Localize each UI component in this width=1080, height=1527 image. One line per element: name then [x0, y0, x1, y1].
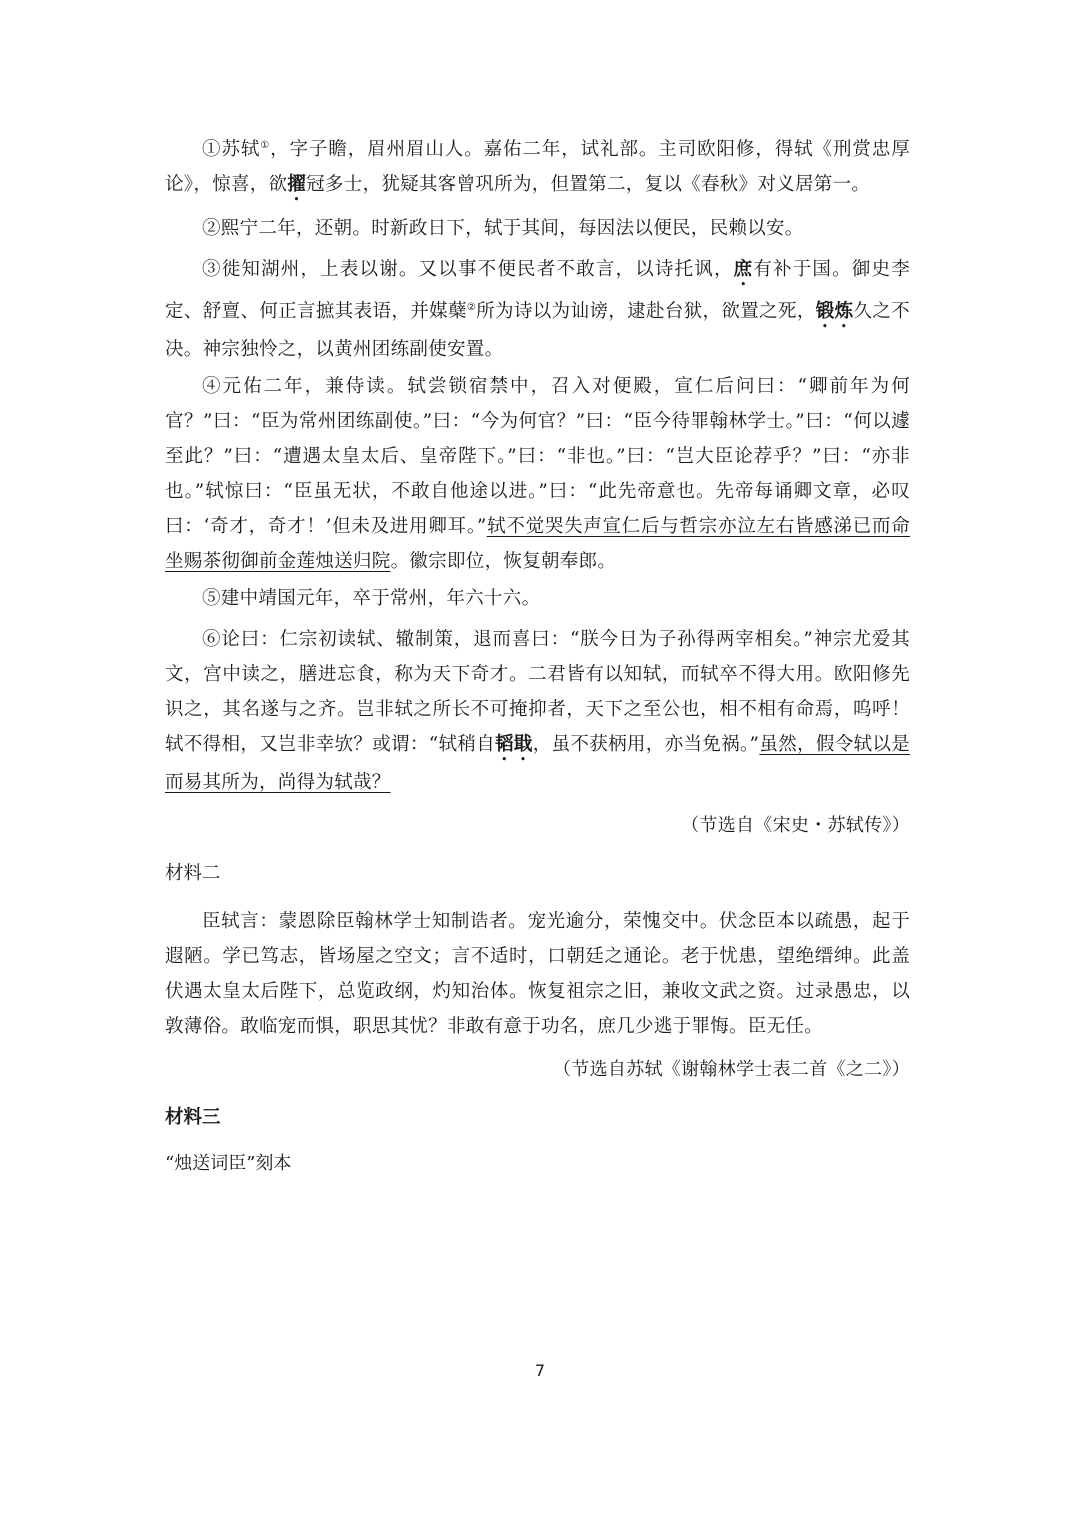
- p3-text-b: 有补于国。御史李定、舒亶、何正言摭其表语，并媒蘖: [165, 259, 910, 323]
- p6-text-a: ⑥论曰：仁宗初读轼、辙制策，退而喜曰：“朕今日为子孙得两宰相矣。”神宗尤爱其文，宫中读之，膳进忘食，称为天下奇才。二君皆有以知轼，而轼卒不得大用。欧阳修先识之，其名遂与之齐。岂非轼之所长不可掩抑者，天下之至公也，相不相有命焉，呜呼！轼不得相，又岂非幸欤？或谓：“轼稍自: [165, 629, 910, 756]
- paragraph-3: [165, 252, 910, 367]
- paragraph-1: [165, 128, 910, 205]
- emphasized-word-zhuo: 擢: [287, 174, 307, 196]
- underlined-sentence-1: 轼不觉哭失声宣仁后与哲宗亦泣左右皆感涕已而命坐赐茶彻御前金莲烛送归院: [165, 516, 911, 573]
- footnote-marker-1: ①: [260, 140, 271, 151]
- p4-text-a: ④元佑二年，兼侍读。轼尝锁宿禁中，召入对便殿，宣仁后问曰：“卿前年为何官？”曰：“臣为常州团练副使。”曰：“今为何官？”曰：“臣今待罪翰林学士。”曰：“何以遽至此？”曰：“遭遇太皇太后、皇帝陛下。”曰：“非也。”曰：“岂大臣论荐乎？”曰：“亦非也。”轼惊曰：“臣虽无状，不敢自他途以进。”曰：“此先帝意也。先帝每诵卿文章，必叹曰：‘奇才，奇才！’但未及进用卿耳。”: [165, 376, 910, 538]
- paragraph-4: [165, 369, 910, 579]
- emphasized-word-duanlian: 锻炼: [815, 301, 854, 323]
- emphasized-word-shu: 庶: [733, 259, 754, 281]
- p3-text-a: ③徙知湖州，上表以谢。又以事不便民者不敢言，以诗托讽，: [202, 259, 734, 281]
- document-body: [165, 128, 910, 1180]
- p1-text-c: 冠多士，犹疑其客曾巩所为，但置第二，复以《春秋》对义居第一。: [306, 174, 871, 196]
- p1-text-a: ①苏轼: [202, 139, 261, 161]
- material-3-caption: “烛送词臣”刻本: [165, 1153, 292, 1175]
- paragraph-2: ②熙宁二年，还朝。时新政日下，轼于其间，每因法以便民，民赖以安。: [202, 218, 804, 240]
- p6-text-b: ，虽不获柄用，亦当免祸。”: [532, 734, 760, 756]
- paragraph-5: ⑤建中靖国元年，卒于常州，年六十六。: [202, 588, 541, 610]
- footnote-marker-2: ②: [466, 302, 477, 314]
- paragraph-6: [165, 622, 910, 800]
- p3-text-d: 久之不决。神宗独怜之，以黄州团练副使安置。: [165, 301, 910, 361]
- underlined-sentence-2: 虽然，假令轼以是而易其所为，尚得为轼哉？: [165, 734, 911, 794]
- p1-text-b: ，字子瞻，眉州眉山人。嘉佑二年，试礼部。主司欧阳修，得轼《刑赏忠厚论》，惊喜，欲: [165, 139, 910, 196]
- material-3-heading: 材料三: [165, 1107, 221, 1129]
- material-2-paragraph: 臣轼言：蒙恩除臣翰林学士知制诰者。宠光逾分，荣愧交中。伏念臣本以疏愚，起于遐陋。学已笃志，皆场屋之空文；言不适时，口朝廷之通论。老于忧患，望绝缙绅。此盖伏遇太皇太后陛下，总览政纲，灼知治体。恢复祖宗之旧，兼收文武之资。过录愚忠，以敦薄俗。敢临宠而惧，职思其忧？非敢有意于功名，庶几少逃于罪悔。臣无任。: [165, 911, 910, 1038]
- p4-text-b: 。徽宗即位，恢复朝奉郎。: [390, 551, 617, 573]
- emphasized-word-taoji: 韬戢: [495, 734, 533, 756]
- source-citation-1: （节选自《宋史・苏轼传》）: [681, 815, 910, 837]
- source-citation-2: （节选自苏轼《谢翰林学士表二首《之二》）: [553, 1059, 910, 1081]
- material-2-heading: 材料二: [165, 863, 221, 885]
- p3-text-c: 所为诗以为讪谤，逮赴台狱，欲置之死，: [476, 301, 816, 323]
- page-number: 7: [534, 1361, 546, 1380]
